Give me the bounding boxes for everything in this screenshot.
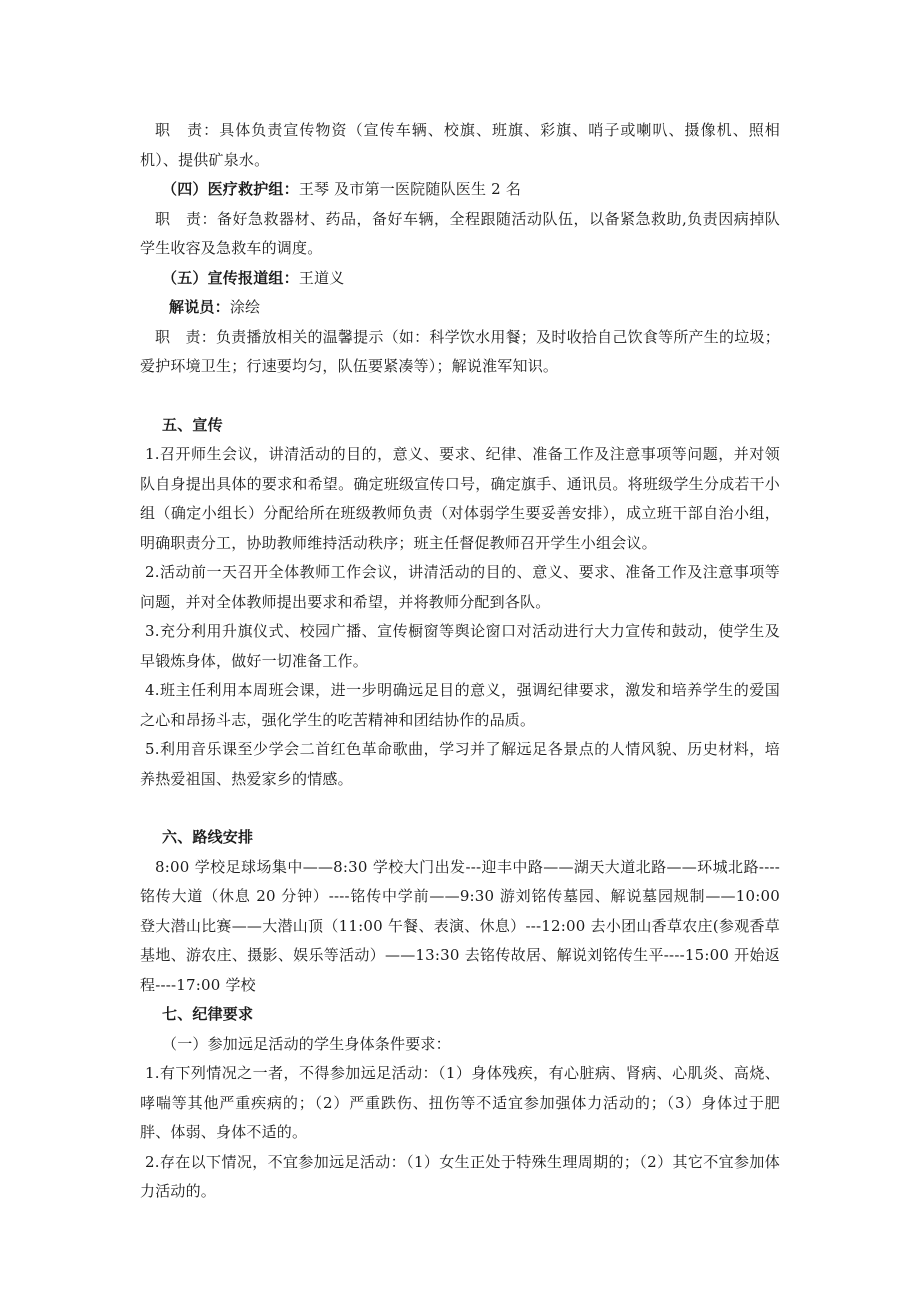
discipline-item: 1.有下列情况之一者，不得参加远足活动：（1）身体残疾，有心脏病、肾病、心肌炎、高烧、哮喘等其他严重疾病的；（2）严重跌伤、扭伤等不适宜参加强体力活动的；（3）身体过于肥胖、体弱、身体不适的。 [140, 1064, 780, 1141]
medical-group-title: （四）医疗救护组： [162, 180, 299, 198]
route-schedule: 8:00 学校足球场集中——8:30 学校大门出发---迎丰中路——湖天大道北路——环城北路----铭传大道（休息 20 分钟）----铭传中学前——9:30 游刘铭传墓园、解说墓园规制——10:00 登大潜山比赛——大潜山顶（11:00 午餐、表演、休息）---12:00 去小团山香草农庄(参观香草基地、游农庄、摄影、娱乐等活动）——13:30 去铭传故居、解说刘铭传生平----15:00 开始返程----17:00 学校 [140, 857, 780, 994]
medical-group-members: 王琴 及市第一医院随队医生 2 名 [298, 180, 522, 198]
supply-duty: 职 责：具体负责宣传物资（宣传车辆、校旗、班旗、彩旗、哨子或喇叭、摄像机、照相机）、提供矿泉水。 [140, 121, 780, 169]
section-heading-discipline: 七、纪律要求 [162, 1005, 254, 1023]
section-heading-route: 六、路线安排 [162, 828, 254, 846]
press-group-title: （五）宣传报道组： [162, 268, 299, 287]
narrator [140, 293, 780, 323]
discipline-subheading: （一）参加远足活动的学生身体条件要求： [162, 1034, 451, 1053]
medical-duty: 职 责：备好急救器材、药品，备好车辆，全程跟随活动队伍，以备紧急救助,负责因病掉队学生收容及急救车的调度。 [140, 209, 780, 257]
publicity-item: 3.充分利用升旗仪式、校园广播、宣传橱窗等舆论窗口对活动进行大力宣传和鼓动，使学生及早锻炼身体，做好一切准备工作。 [140, 622, 780, 670]
press-group-members: 王道义 [298, 268, 345, 287]
publicity-item: 2.活动前一天召开全体教师工作会议，讲清活动的目的、意义、要求、准备工作及注意事项等问题，并对全体教师提出要求和希望，并将教师分配到各队。 [140, 563, 780, 611]
narrator-title: 解说员： [169, 298, 230, 316]
publicity-item: 1.召开师生会议，讲清活动的目的，意义、要求、纪律、准备工作及注意事项等问题，并对领队自身提出具体的要求和希望。确定班级宣传口号，确定旗手、通讯员。将班级学生分成若干小组（确定小组长）分配给所在班级教师负责（对体弱学生要妥善安排），成立班干部自治小组，明确职责分工，协助教师维持活动秩序；班主任督促教师召开学生小组会议。 [140, 445, 780, 552]
press-group [140, 264, 780, 294]
discipline-item: 2.存在以下情况，不宜参加远足活动：（1）女生正处于特殊生理周期的；（2）其它不宜参加体力活动的。 [140, 1152, 780, 1200]
medical-group [140, 175, 780, 205]
narrator-name: 涂绘 [229, 298, 261, 316]
publicity-item: 5.利用音乐课至少学会二首红色革命歌曲，学习并了解远足各景点的人情风貌、历史材料，培养热爱祖国、热爱家乡的情感。 [140, 740, 780, 788]
spacer [140, 382, 780, 411]
section-heading-publicity: 五、宣传 [162, 415, 223, 434]
press-duty: 职 责：负责播放相关的温馨提示（如：科学饮水用餐；及时收拾自己饮食等所产生的垃圾；爱护环境卫生；行速要均匀，队伍要紧凑等）；解说淮军知识。 [140, 327, 780, 375]
publicity-item: 4.班主任利用本周班会课，进一步明确远足目的意义，强调纪律要求，激发和培养学生的爱国之心和昂扬斗志，强化学生的吃苦精神和团结协作的品质。 [140, 681, 780, 729]
document-page [140, 116, 780, 1207]
spacer [140, 794, 780, 823]
